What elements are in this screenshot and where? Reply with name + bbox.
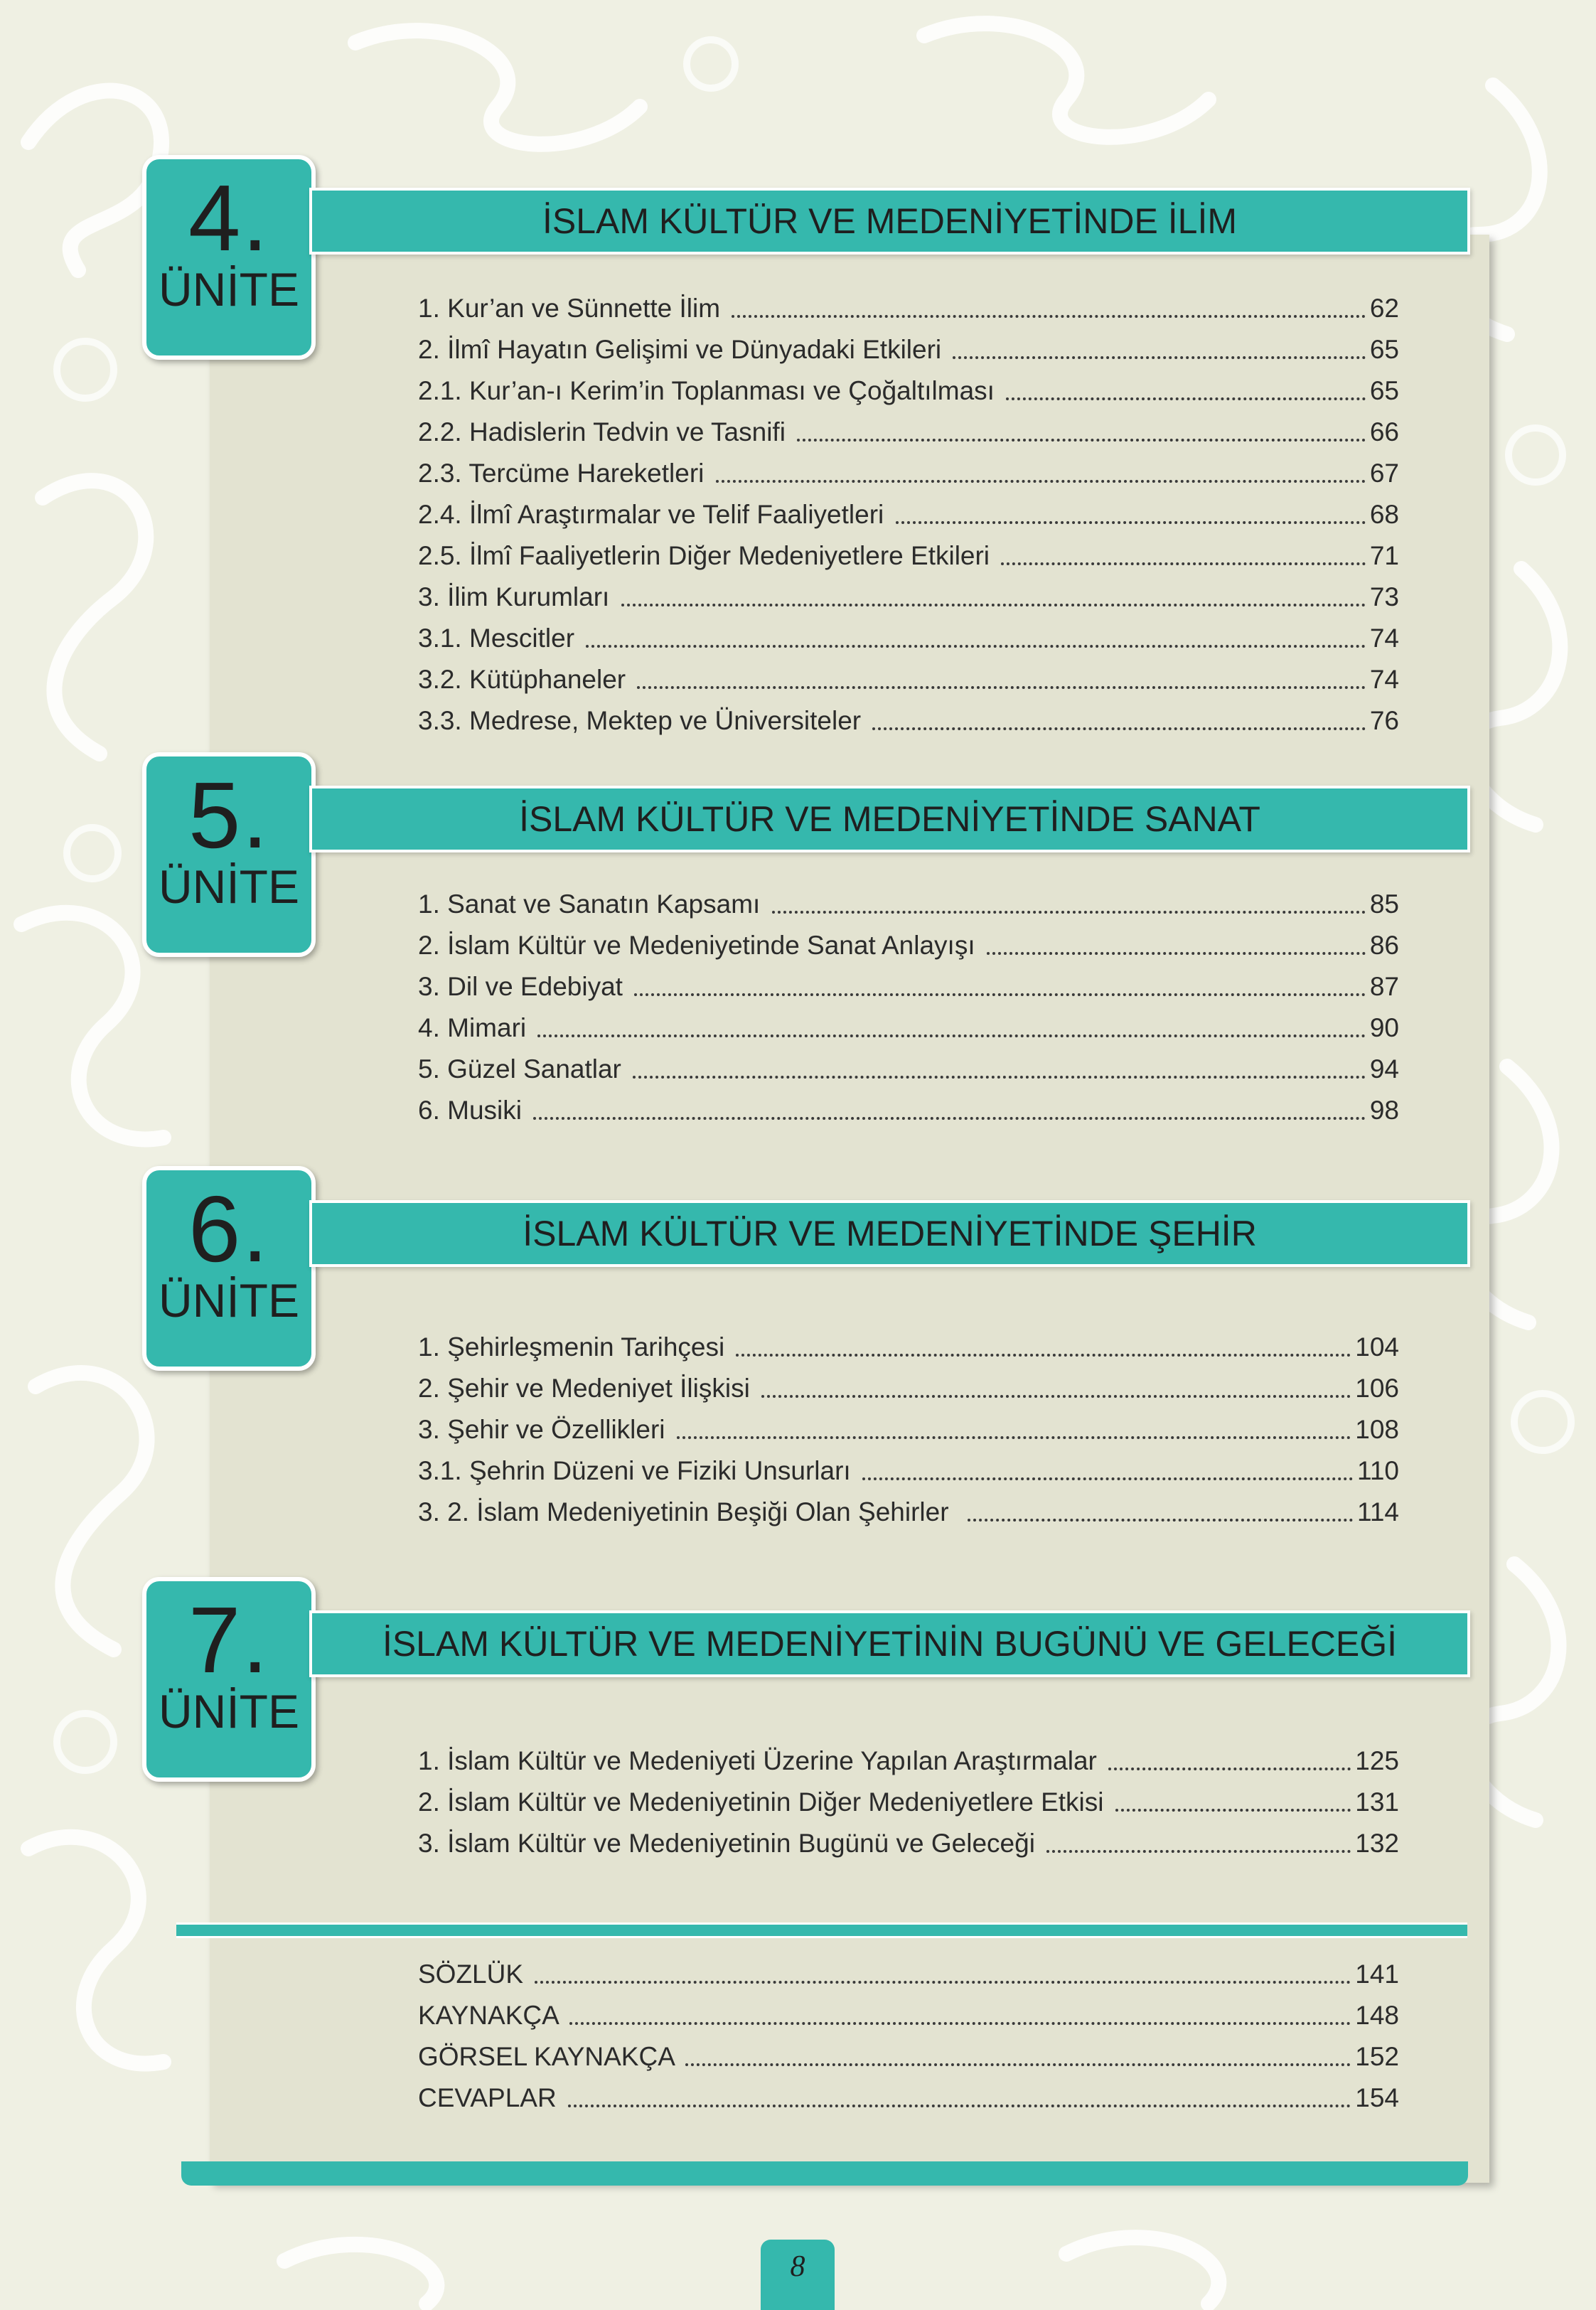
toc-entry-page: 67 xyxy=(1369,459,1399,488)
dot-leader xyxy=(736,1354,1351,1357)
unit-4-title: İSLAM KÜLTÜR VE MEDENİYETİNDE İLİM xyxy=(309,188,1470,255)
dot-leader xyxy=(797,439,1366,442)
dot-leader xyxy=(634,993,1366,996)
toc-entry-page: 141 xyxy=(1355,1959,1399,1989)
toc-entry-title: 1. Şehirleşmenin Tarihçesi xyxy=(418,1332,732,1362)
toc-entry[interactable] xyxy=(418,329,1399,370)
toc-entry[interactable] xyxy=(418,700,1399,742)
toc-entry-page: 87 xyxy=(1369,972,1399,1001)
dot-leader xyxy=(1046,1850,1351,1853)
unit-5-title: İSLAM KÜLTÜR VE MEDENİYETİNDE SANAT xyxy=(309,786,1470,852)
toc-entry-title: 2. İslam Kültür ve Medeniyetinin Diğer Medeniyetlere Etkisi xyxy=(418,1787,1111,1817)
toc-entry-title: 1. Kur’an ve Sünnette İlim xyxy=(418,294,728,323)
toc-entry[interactable] xyxy=(418,1740,1399,1782)
toc-entry[interactable] xyxy=(418,884,1399,925)
dot-leader xyxy=(896,521,1366,524)
toc-entry[interactable] xyxy=(418,412,1399,453)
toc-entry[interactable] xyxy=(418,370,1399,412)
dot-leader xyxy=(1108,1768,1351,1770)
unit-7-title: İSLAM KÜLTÜR VE MEDENİYETİNİN BUGÜNÜ VE GELECEĞİ xyxy=(309,1610,1470,1677)
toc-entry[interactable] xyxy=(418,966,1399,1007)
toc-entry-title: 3. Şehir ve Özellikleri xyxy=(418,1415,673,1444)
toc-entry[interactable] xyxy=(418,1327,1399,1368)
toc-entry-page: 73 xyxy=(1369,582,1399,611)
toc-entry[interactable] xyxy=(418,1450,1399,1492)
page-number: 8 xyxy=(761,2240,835,2310)
toc-entry[interactable] xyxy=(418,494,1399,535)
dot-leader xyxy=(968,1519,1353,1522)
toc-entry[interactable] xyxy=(418,1409,1399,1450)
dot-leader xyxy=(568,2105,1351,2107)
unit-number: 7. xyxy=(188,1588,270,1692)
unit-number: 5. xyxy=(188,763,270,867)
toc-entry-page: 132 xyxy=(1355,1829,1399,1858)
dot-leader xyxy=(1115,1809,1351,1812)
appendix-toc xyxy=(418,1954,1399,2119)
toc-entry-title: GÖRSEL KAYNAKÇA xyxy=(418,2042,682,2071)
toc-entry[interactable] xyxy=(418,1823,1399,1864)
toc-entry-page: 152 xyxy=(1355,2042,1399,2071)
dot-leader xyxy=(621,604,1366,606)
toc-entry-title: 5. Güzel Sanatlar xyxy=(418,1054,629,1084)
toc-entry-title: 3. 2. İslam Medeniyetinin Beşiği Olan Şehirler xyxy=(418,1497,964,1526)
unit-label: ÜNİTE xyxy=(159,263,299,316)
dot-leader xyxy=(772,911,1366,914)
toc-entry[interactable] xyxy=(418,2036,1399,2078)
toc-entry[interactable] xyxy=(418,925,1399,966)
toc-entry-title: 2.2. Hadislerin Tedvin ve Tasnifi xyxy=(418,417,793,447)
toc-entry[interactable] xyxy=(418,1007,1399,1049)
toc-entry-title: 3. İlim Kurumları xyxy=(418,582,617,611)
toc-entry[interactable] xyxy=(418,1368,1399,1409)
section-divider xyxy=(176,1923,1467,1938)
toc-entry[interactable] xyxy=(418,2078,1399,2119)
toc-entry[interactable] xyxy=(418,618,1399,659)
toc-entry-title: 1. İslam Kültür ve Medeniyeti Üzerine Yapılan Araştırmalar xyxy=(418,1746,1105,1775)
toc-entry-title: KAYNAKÇA xyxy=(418,2001,566,2030)
toc-entry-page: 125 xyxy=(1355,1746,1399,1775)
toc-entry-page: 74 xyxy=(1369,665,1399,694)
toc-entry-page: 66 xyxy=(1369,417,1399,447)
dot-leader xyxy=(872,727,1365,730)
toc-entry[interactable] xyxy=(418,453,1399,494)
dot-leader xyxy=(1006,397,1366,400)
toc-entry-title: 2.4. İlmî Araştırmalar ve Telif Faaliyetleri xyxy=(418,500,891,529)
unit-label: ÜNİTE xyxy=(159,860,299,913)
toc-entry-page: 106 xyxy=(1355,1374,1399,1403)
toc-entry[interactable] xyxy=(418,577,1399,618)
dot-leader xyxy=(586,645,1366,648)
unit-7-badge xyxy=(142,1577,316,1782)
dot-leader xyxy=(953,356,1365,359)
toc-entry-title: 3.1. Şehrin Düzeni ve Fiziki Unsurları xyxy=(418,1456,858,1485)
toc-entry-page: 148 xyxy=(1355,2001,1399,2030)
toc-entry[interactable] xyxy=(418,659,1399,700)
toc-entry-title: 2. İslam Kültür ve Medeniyetinde Sanat Anlayışı xyxy=(418,931,982,960)
unit-number: 6. xyxy=(188,1177,270,1281)
dot-leader xyxy=(535,1981,1351,1984)
toc-entry-page: 94 xyxy=(1369,1054,1399,1084)
toc-entry-page: 65 xyxy=(1369,376,1399,405)
panel-bottom-bar xyxy=(181,2161,1468,2186)
dot-leader xyxy=(633,1076,1366,1079)
toc-entry-page: 108 xyxy=(1355,1415,1399,1444)
unit-5-badge xyxy=(142,752,316,957)
toc-entry-title: 3. İslam Kültür ve Medeniyetinin Bugünü ve Geleceği xyxy=(418,1829,1043,1858)
toc-entry-title: 2.5. İlmî Faaliyetlerin Diğer Medeniyetlere Etkileri xyxy=(418,541,997,570)
toc-entry[interactable] xyxy=(418,1492,1399,1533)
toc-entry-title: 1. Sanat ve Sanatın Kapsamı xyxy=(418,889,768,919)
toc-entry-page: 131 xyxy=(1355,1787,1399,1817)
dot-leader xyxy=(685,2063,1351,2066)
unit-label: ÜNİTE xyxy=(159,1274,299,1327)
toc-entry[interactable] xyxy=(418,288,1399,329)
toc-entry-page: 154 xyxy=(1355,2083,1399,2112)
unit-6-title: İSLAM KÜLTÜR VE MEDENİYETİNDE ŞEHİR xyxy=(309,1200,1470,1267)
toc-entry-title: 3. Dil ve Edebiyat xyxy=(418,972,631,1001)
toc-entry[interactable] xyxy=(418,1049,1399,1090)
toc-entry-page: 110 xyxy=(1357,1456,1399,1485)
toc-entry-page: 104 xyxy=(1355,1332,1399,1362)
toc-entry-page: 76 xyxy=(1369,706,1399,735)
toc-entry-page: 85 xyxy=(1369,889,1399,919)
toc-entry-title: 2.1. Kur’an-ı Kerim’in Toplanması ve Çoğaltılması xyxy=(418,376,1002,405)
dot-leader xyxy=(987,952,1366,955)
unit-6-toc xyxy=(418,1327,1399,1533)
dot-leader xyxy=(537,1034,1365,1037)
toc-entry-page: 90 xyxy=(1369,1013,1399,1042)
unit-6-badge xyxy=(142,1166,316,1371)
dot-leader xyxy=(677,1436,1351,1439)
unit-number: 4. xyxy=(188,166,270,270)
dot-leader xyxy=(637,686,1365,689)
toc-entry-title: 2.3. Tercüme Hareketleri xyxy=(418,459,712,488)
unit-4-toc xyxy=(418,288,1399,742)
toc-entry-page: 62 xyxy=(1369,294,1399,323)
dot-leader xyxy=(569,2022,1351,2025)
toc-entry[interactable] xyxy=(418,1782,1399,1823)
toc-entry-page: 114 xyxy=(1357,1497,1399,1526)
unit-5-toc xyxy=(418,884,1399,1131)
toc-entry-title: 3.3. Medrese, Mektep ve Üniversiteler xyxy=(418,706,869,735)
dot-leader xyxy=(732,315,1366,318)
dot-leader xyxy=(761,1395,1351,1398)
toc-entry[interactable] xyxy=(418,1995,1399,2036)
toc-entry-page: 71 xyxy=(1369,541,1399,570)
toc-entry-page: 98 xyxy=(1369,1096,1399,1125)
toc-entry[interactable] xyxy=(418,1090,1399,1131)
dot-leader xyxy=(1001,562,1366,565)
toc-entry-title: SÖZLÜK xyxy=(418,1959,531,1989)
toc-entry[interactable] xyxy=(418,535,1399,577)
unit-label: ÜNİTE xyxy=(159,1685,299,1738)
toc-entry-title: 3.1. Mescitler xyxy=(418,624,582,653)
toc-entry-title: 2. Şehir ve Medeniyet İlişkisi xyxy=(418,1374,758,1403)
toc-entry-title: 4. Mimari xyxy=(418,1013,534,1042)
toc-entry-title: 2. İlmî Hayatın Gelişimi ve Dünyadaki Etkileri xyxy=(418,335,949,364)
unit-7-toc xyxy=(418,1740,1399,1864)
toc-entry-title: CEVAPLAR xyxy=(418,2083,564,2112)
dot-leader xyxy=(533,1117,1366,1120)
toc-entry-title: 3.2. Kütüphaneler xyxy=(418,665,633,694)
toc-entry-page: 86 xyxy=(1369,931,1399,960)
dot-leader xyxy=(862,1477,1353,1480)
toc-entry-page: 65 xyxy=(1369,335,1399,364)
toc-entry-title: 6. Musiki xyxy=(418,1096,530,1125)
toc-entry-page: 74 xyxy=(1369,624,1399,653)
toc-entry[interactable] xyxy=(418,1954,1399,1995)
toc-entry-page: 68 xyxy=(1369,500,1399,529)
unit-4-badge xyxy=(142,155,316,360)
dot-leader xyxy=(716,480,1366,483)
